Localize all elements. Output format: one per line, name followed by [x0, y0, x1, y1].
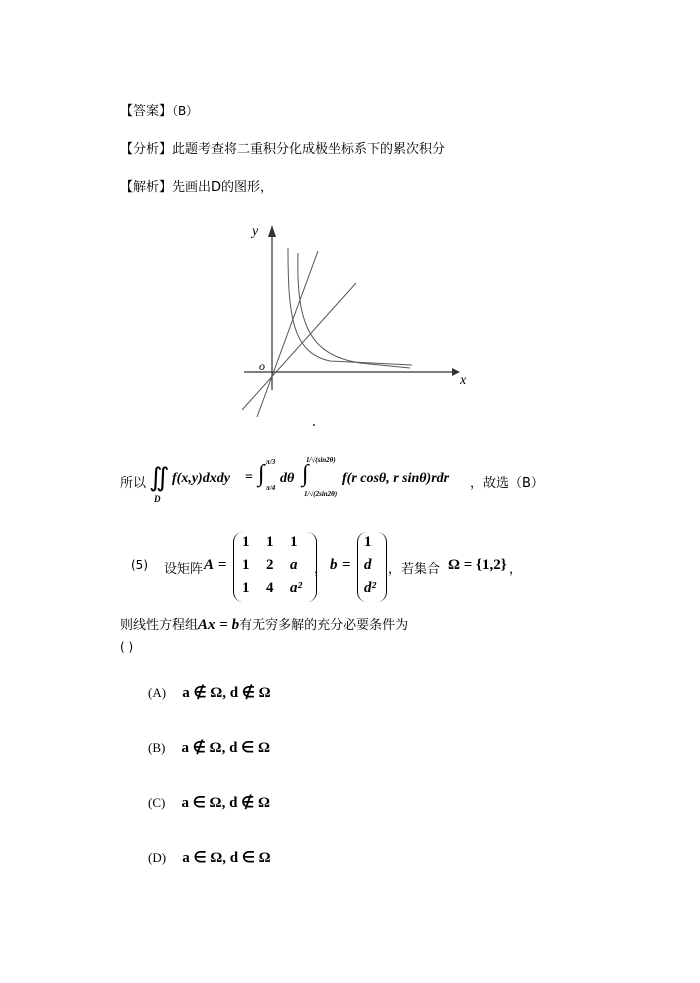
- matrix-a-cell: 1: [290, 534, 298, 550]
- equals-sign: =: [245, 470, 253, 485]
- vector-b-equals: =: [342, 557, 351, 573]
- hyperbola-outer: [298, 253, 410, 368]
- answer-tag: 【答案】: [120, 104, 173, 119]
- x-axis-arrow: [452, 368, 460, 376]
- vector-b-name: b: [330, 557, 338, 573]
- question-number: (5): [131, 558, 148, 572]
- region-label: D: [154, 494, 161, 504]
- matrix-a-cell: a: [290, 557, 298, 573]
- r-lower-limit: 1/√(2sin2θ): [304, 490, 338, 498]
- analysis-tag: 【分析】: [120, 142, 173, 157]
- option-d[interactable]: [148, 848, 271, 867]
- answer-line: [120, 100, 198, 119]
- option-c-expr: a ∈ Ω, d ∉ Ω: [181, 795, 270, 811]
- matrix-a-cell: 1: [242, 580, 250, 596]
- line2-expr: Ax = b: [198, 617, 240, 633]
- answer-value: （B）: [172, 104, 199, 118]
- option-b-label: (B): [148, 740, 166, 755]
- option-a[interactable]: [148, 683, 271, 702]
- matrix-a-cell: a²: [290, 580, 302, 596]
- option-a-label: (A): [148, 685, 167, 700]
- set-omega: Ω = {1,2}: [448, 557, 507, 573]
- analysis-line: [120, 138, 445, 157]
- question-lead: 设矩阵: [164, 562, 204, 577]
- analysis-text: 此题考查将二重积分化成极坐标系下的累次积分: [172, 142, 446, 157]
- set-intro: ，若集合: [388, 562, 441, 577]
- option-c-label: (C): [148, 795, 166, 810]
- matrix-a-name: A: [204, 557, 215, 573]
- region-d-figure: [230, 215, 490, 435]
- option-b-expr: a ∉ Ω, d ∈ Ω: [181, 740, 270, 756]
- stray-dot: [313, 424, 315, 426]
- x-axis-label: x: [460, 373, 467, 388]
- question-line2: [120, 614, 408, 634]
- matrix-a-cell: 2: [266, 557, 274, 573]
- matrix-a-cell: 1: [242, 534, 250, 550]
- solution-line: [120, 176, 273, 195]
- line-y-eq-sqrt3x: [257, 251, 318, 417]
- origin-label: o: [259, 359, 265, 373]
- matrix-a-cell: 4: [266, 580, 274, 596]
- option-a-expr: a ∉ Ω, d ∉ Ω: [182, 685, 271, 701]
- vector-b-cell: 1: [364, 534, 372, 550]
- answer-blank: ( ): [120, 640, 134, 654]
- option-b[interactable]: [148, 738, 270, 757]
- formula-suffix: ，故选（B）: [470, 476, 544, 491]
- question-tail: ，: [509, 562, 523, 577]
- formula-prefix: 所以: [120, 476, 147, 491]
- vector-b: [357, 532, 387, 602]
- matrix-a-cell: 1: [242, 557, 250, 573]
- r-integral-sign: ∫: [302, 461, 309, 487]
- r-upper-limit: 1/√(sin2θ): [306, 456, 336, 464]
- rhs-integrand: f(r cosθ, r sinθ)rdr: [342, 471, 450, 486]
- option-c[interactable]: [148, 793, 270, 812]
- matrix-a-equals: =: [218, 557, 227, 573]
- line2-text-a: 则线性方程组: [120, 618, 199, 633]
- y-axis-label: y: [252, 224, 259, 239]
- hyperbola-inner: [288, 248, 412, 365]
- option-d-label: (D): [148, 850, 167, 865]
- y-axis-arrow: [268, 225, 276, 237]
- lhs-integrand: f(x,y)dxdy: [172, 471, 230, 486]
- dtheta: dθ: [280, 471, 295, 486]
- line2-text-b: 有无穷多解的充分必要条件为: [239, 618, 409, 633]
- double-integral-sign: ∬: [149, 463, 170, 492]
- theta-integral-sign: ∫: [258, 461, 265, 487]
- matrix-a-cell: 1: [266, 534, 274, 550]
- solution-tag: 【解析】: [120, 180, 173, 195]
- vector-b-cell: d²: [364, 580, 376, 596]
- option-d-expr: a ∈ Ω, d ∈ Ω: [182, 850, 271, 866]
- vector-b-cell: d: [364, 557, 372, 573]
- solution-text: 先画出D的图形，: [172, 180, 274, 195]
- matrix-a: [233, 532, 317, 602]
- theta-upper-limit: π/3: [266, 458, 276, 466]
- theta-lower-limit: π/4: [266, 484, 276, 492]
